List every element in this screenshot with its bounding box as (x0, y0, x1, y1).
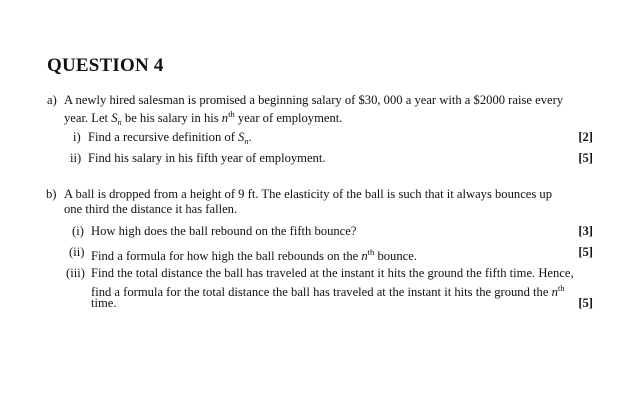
superscript-th: th (557, 283, 565, 293)
superscript-th: th (228, 109, 235, 119)
part-a-label: a) (47, 93, 57, 107)
part-b-ii-marks: [5] (578, 245, 593, 259)
part-a-i-text-pre: Find a recursive definition of (88, 130, 239, 144)
part-b-ii-label: (ii) (69, 245, 85, 259)
part-b-i-text: How high does the ball rebound on the fifth bounce? (91, 224, 357, 238)
part-a-line-2 (64, 107, 342, 131)
part-a-i-marks: [2] (578, 130, 593, 144)
part-a-line-2-pre: year. Let (64, 111, 112, 125)
var-s: S (238, 130, 245, 144)
part-a-line-1: A newly hired salesman is promised a beginning salary of $30, 000 a year with a $2000 raise every (64, 93, 564, 107)
part-b-iii-line-1: Find the total distance the ball has traveled at the instant it hits the ground the fifth time. Hence, (91, 266, 574, 280)
var-n: n (551, 285, 558, 299)
part-a-ii-marks: [5] (578, 151, 593, 165)
part-a-line-2-post: year of employment. (234, 111, 343, 125)
part-a-line-2-mid: be his salary in his (121, 111, 222, 125)
part-b-iii-marks: [5] (578, 296, 593, 310)
var-n-subscript: n (244, 136, 249, 146)
part-b-label: b) (46, 187, 57, 201)
part-b-iii-label: (iii) (66, 266, 85, 280)
part-a-i-text (88, 130, 252, 150)
part-a-i-label: i) (73, 130, 81, 144)
var-n-subscript: n (117, 117, 122, 127)
part-a-ii-text: Find his salary in his fifth year of employment. (88, 151, 326, 165)
part-b-line-2: one third the distance it has fallen. (64, 202, 238, 216)
var-s: S (111, 111, 118, 125)
part-b-iii-line-2-pre: find a formula for the total distance the ball has traveled at the instant it hits the ground the (91, 285, 552, 299)
part-a-ii-label: ii) (70, 151, 82, 165)
part-b-i-marks: [3] (578, 224, 593, 238)
superscript-th: th (367, 247, 375, 257)
var-n: n (221, 111, 229, 125)
page-title: QUESTION 4 (47, 55, 164, 76)
part-b-line-1: A ball is dropped from a height of 9 ft. The elasticity of the ball is such that it always bounces up (64, 187, 553, 201)
part-b-iii-line-2 (91, 281, 565, 301)
part-b-ii-text-post: bounce. (374, 249, 417, 263)
var-n: n (361, 249, 368, 263)
part-b-iii-line-3: time. (91, 296, 117, 310)
part-b-ii-text-pre: Find a formula for how high the ball rebounds on the (91, 249, 362, 263)
part-b-ii-text (91, 245, 417, 265)
part-b-i-label: (i) (72, 224, 84, 238)
part-a-i-text-post: . (248, 130, 252, 144)
